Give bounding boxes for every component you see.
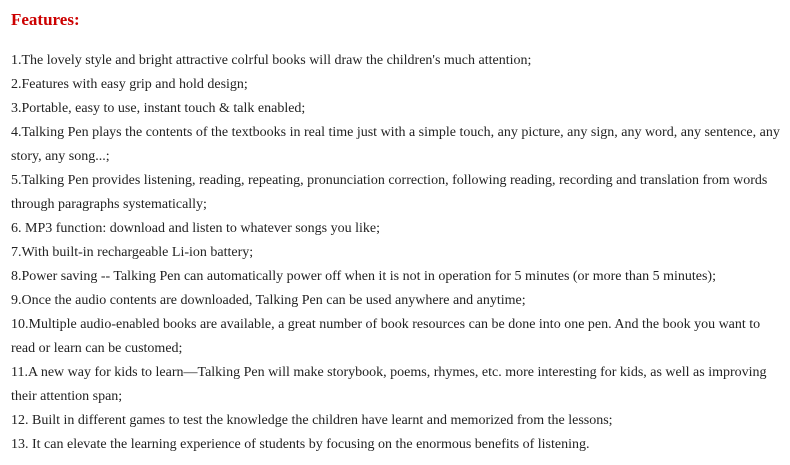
feature-item-2: 2.Features with easy grip and hold design;: [11, 77, 248, 92]
feature-item-5: 5.Talking Pen provides listening, reading, repeating, pronunciation correction, following reading, recording and translation from words through paragraphs systematically;: [11, 173, 768, 212]
features-list: [11, 49, 786, 457]
feature-item-3: 3.Portable, easy to use, instant touch & talk enabled;: [11, 101, 306, 116]
feature-item-11: 11.A new way for kids to learn—Talking Pen will make storybook, poems, rhymes, etc. more interesting for kids, as well as improving their attention span;: [11, 365, 767, 404]
feature-item-12: 12. Built in different games to test the knowledge the children have learnt and memorized from the lessons;: [11, 413, 613, 428]
feature-item-9: 9.Once the audio contents are downloaded, Talking Pen can be used anywhere and anytime;: [11, 293, 526, 308]
feature-item-8: 8.Power saving -- Talking Pen can automatically power off when it is not in operation for 5 minutes (or more than 5 minutes);: [11, 269, 716, 284]
features-section: [11, 0, 786, 452]
features-heading: Features:: [11, 10, 80, 29]
feature-item-4: 4.Talking Pen plays the contents of the textbooks in real time just with a simple touch, any picture, any sign, any word, any sentence, any story, any song...;: [11, 125, 780, 164]
feature-item-6: 6. MP3 function: download and listen to whatever songs you like;: [11, 221, 381, 236]
feature-item-1: 1.The lovely style and bright attractive colrful books will draw the children's much attention;: [11, 53, 532, 68]
feature-item-7: 7.With built-in rechargeable Li-ion battery;: [11, 245, 254, 260]
feature-item-13: 13. It can elevate the learning experience of students by focusing on the enormous benefits of listening.: [11, 437, 590, 452]
feature-item-10: 10.Multiple audio-enabled books are available, a great number of book resources can be done into one pen. And the book you want to read or learn can be customed;: [11, 317, 761, 356]
